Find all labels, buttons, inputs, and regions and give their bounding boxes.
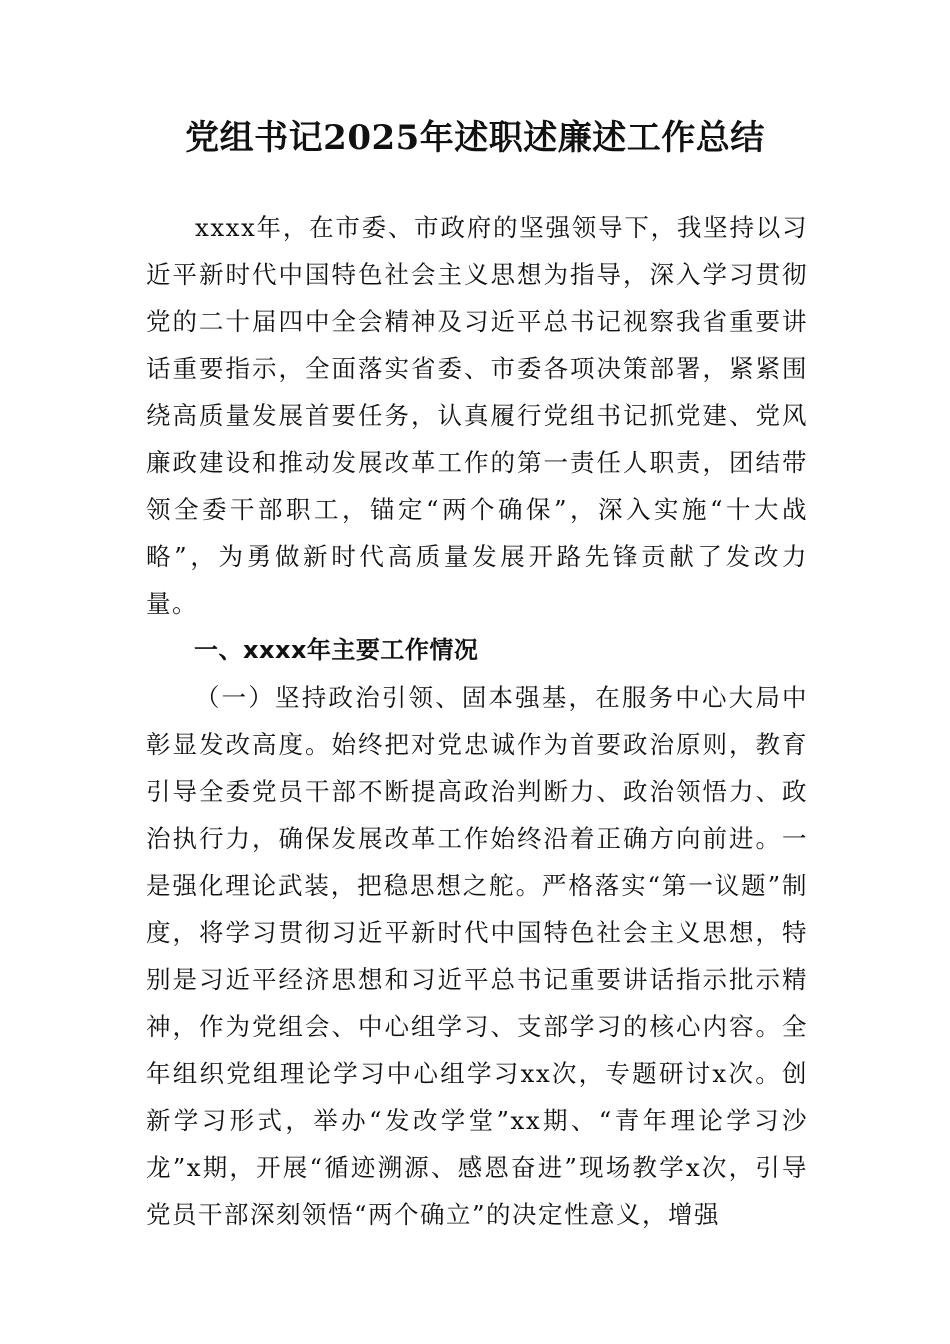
document-title: 党组书记2025年述职述廉述工作总结 (185, 118, 765, 158)
section-paragraph: （一）坚持政治引领、固本强基，在服务中心大局中彰显发改高度。始终把对党忠诚作为首要政治原则，教育引导全委党员干部不断提高政治判断力、政治领悟力、政治执行力，确保发展改革工作始终沿着正确方向前进。一是强化理论武装，把稳思想之舵。严格落实“第一议题”制度，将学习贯彻习近平新时代中国特色社会主义思想，特别是习近平经济思想和习近平总书记重要讲话指示批示精神，作为党组会、中心组学习、支部学习的核心内容。全年组织党组理论学习中心组学习xx次，专题研讨x次。创新学习形式，举办“发改学堂”xx期、“青年理论学习沙龙”x期，开展“循迹溯源、感恩奋进”现场教学x次，引导党员干部深刻领悟“两个确立”的决定性意义，增强 (146, 683, 808, 1229)
section-heading: 一、xxxx年主要工作情况 (194, 636, 479, 664)
intro-paragraph: xxxx年，在市委、市政府的坚强领导下，我坚持以习近平新时代中国特色社会主义思想为指导，深入学习贯彻党的二十届四中全会精神及习近平总书记视察我省重要讲话重要指示，全面落实省委、市委各项决策部署，紧紧围绕高质量发展首要任务，认真履行党组书记抓党建、党风廉政建设和推动发展改革工作的第一责任人职责，团结带领全委干部职工，锚定“两个确保”，深入实施“十大战略”，为勇做新时代高质量发展开路先锋贡献了发改力量。 (146, 213, 808, 618)
document-body (146, 204, 808, 1238)
